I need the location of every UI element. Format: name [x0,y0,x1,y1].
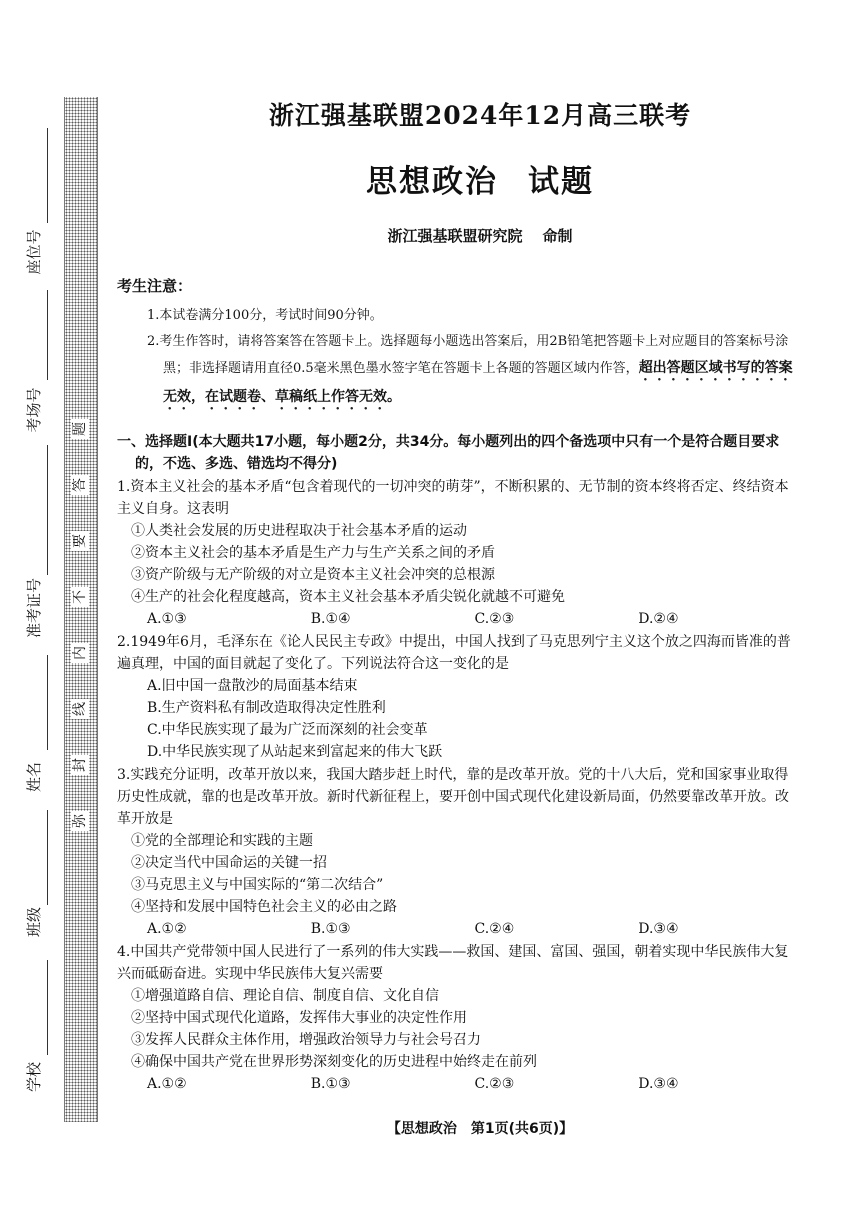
choice-a: A.①② [147,921,187,937]
answer-choices [117,1073,802,1095]
choice-c: C.②③ [474,611,515,627]
section-heading: 一、选择题Ⅰ(本大题共17小题，每小题2分，共34分。每小题列出的四个备选项中只有一个是符合题目要求的，不选、多选、错选均不得分) [117,434,780,472]
option-a: A.旧中国一盘散沙的局面基本结束 [147,678,358,694]
notice-item-1: 1.本试卷满分100分，考试时间90分钟。 [147,308,383,323]
choice-a: A.①③ [147,611,187,627]
org-suffix: 命制 [542,227,573,245]
seal-char: 线 [71,699,89,719]
class-fill-line [47,810,48,905]
choice-b: B.①③ [310,1076,351,1092]
notice-heading: 考生注意： [117,277,193,295]
question-stem: 1.资本主义社会的基本矛盾“包含着现代的一切冲突的萌芽”，不断积累的、无节制的资本终将否定、终结资本主义自身。这表明 [117,479,789,517]
question-3 [117,764,802,940]
question-item: ①党的全部理论和实践的主题 [131,833,313,849]
name-fill-line [47,655,48,750]
ticket-label: 准考证号 [25,577,43,638]
question-item: ④确保中国共产党在世界形势深刻变化的历史进程中始终走在前列 [131,1054,537,1070]
seal-char: 要 [71,531,89,551]
school-label: 学校 [25,1062,43,1093]
name-label: 姓名 [25,762,43,793]
question-item: ③马克思主义与中国实际的“第二次结合” [131,877,384,893]
question-item: ③发挥人民群众主体作用，增强政治领导力与社会号召力 [131,1032,481,1048]
option-d: D.中华民族实现了从站起来到富起来的伟大飞跃 [147,744,443,760]
notice-item-2 [117,329,802,413]
ticket-fill-line [47,445,48,575]
question-1 [117,476,802,630]
question-item: ②资本主义社会的基本矛盾是生产力与生产关系之间的矛盾 [131,545,495,561]
binding-margin [0,0,60,1227]
seal-char: 内 [71,643,89,663]
choice-a: A.①② [147,1076,187,1092]
exam-org [110,225,850,246]
notice-item-2-emphasis: 超出答题区域书写的答案无效，在试题卷、草稿纸上作答无效。 [163,360,793,405]
answer-choices [117,608,802,630]
seal-char: 不 [71,587,89,607]
answer-choices [117,918,802,940]
choice-b: B.①③ [310,921,351,937]
seal-char: 题 [71,419,89,439]
option-b: B.生产资料私有制改造取得决定性胜利 [147,700,386,716]
page-footer: 【思想政治 第1页(共6页)】 [386,1121,574,1137]
subject-name: 思想政治 [366,164,498,200]
question-stem: 4.中国共产党带领中国人民进行了一系列的伟大实践——救国、建国、富国、强国，朝着实现中华民族伟大复兴而砥砺奋进。实现中华民族伟大复兴需要 [117,944,789,982]
choice-b: B.①④ [310,611,351,627]
question-item: ①增强道路自信、理论自信、制度自信、文化自信 [131,988,439,1004]
question-item: ④坚持和发展中国特色社会主义的必由之路 [131,899,397,915]
exam-title: 浙江强基联盟2024年12月高三联考 [268,101,692,130]
question-item: ③资产阶级与无产阶级的对立是资本主义社会冲突的总根源 [131,567,495,583]
org-name: 浙江强基联盟研究院 [387,227,523,245]
question-item: ②决定当代中国命运的关键一招 [131,855,327,871]
option-c: C.中华民族实现了最为广泛而深刻的社会变革 [147,722,428,738]
room-fill-line [47,290,48,380]
seal-text [68,420,92,830]
notice-item-2-text: 2.考生作答时，请将答案答在答题卡上。选择题每小题选出答案后，用2B铅笔把答题卡上对应题目的答案标号涂黑；非选择题请用直径0.5毫米黑色墨水签字笔在答题卡上各题的答题区域内作答， [147,334,789,376]
seal-char: 答 [71,475,89,495]
choice-d: D.③④ [638,921,679,937]
paper-type: 试题 [528,164,594,200]
choice-d: D.②④ [638,611,679,627]
exam-subject [110,156,850,201]
paper-content [117,275,802,1095]
choice-c: C.②③ [474,1076,515,1092]
question-item: ②坚持中国式现代化道路，发挥伟大事业的决定性作用 [131,1010,467,1026]
question-stem: 3.实践充分证明，改革开放以来，我国大踏步赶上时代，靠的是改革开放。党的十八大后，党和国家事业取得历史性成就，靠的也是改革开放。新时代新征程上，要开创中国式现代化建设新局面，仍然要靠改革开放。改革开放是 [117,767,789,827]
seal-char: 封 [71,755,89,775]
seat-label: 座位号 [25,229,43,275]
question-2 [117,631,802,763]
room-label: 考场号 [25,387,43,433]
question-item: ④生产的社会化程度越高，资本主义社会基本矛盾尖锐化就越不可避免 [131,589,565,605]
question-stem: 2.1949年6月，毛泽东在《论人民民主专政》中提出，中国人找到了马克思列宁主义这个放之四海而皆准的普遍真理，中国的面目就起了变化了。下列说法符合这一变化的是 [117,634,791,672]
class-label: 班级 [25,907,43,938]
question-item: ①人类社会发展的历史进程取决于社会基本矛盾的运动 [131,523,467,539]
seal-char: 弥 [71,811,89,831]
choice-d: D.③④ [638,1076,679,1092]
seat-fill-line [47,128,48,223]
choice-c: C.②④ [474,921,515,937]
school-fill-line [47,960,48,1055]
question-4 [117,941,802,1095]
